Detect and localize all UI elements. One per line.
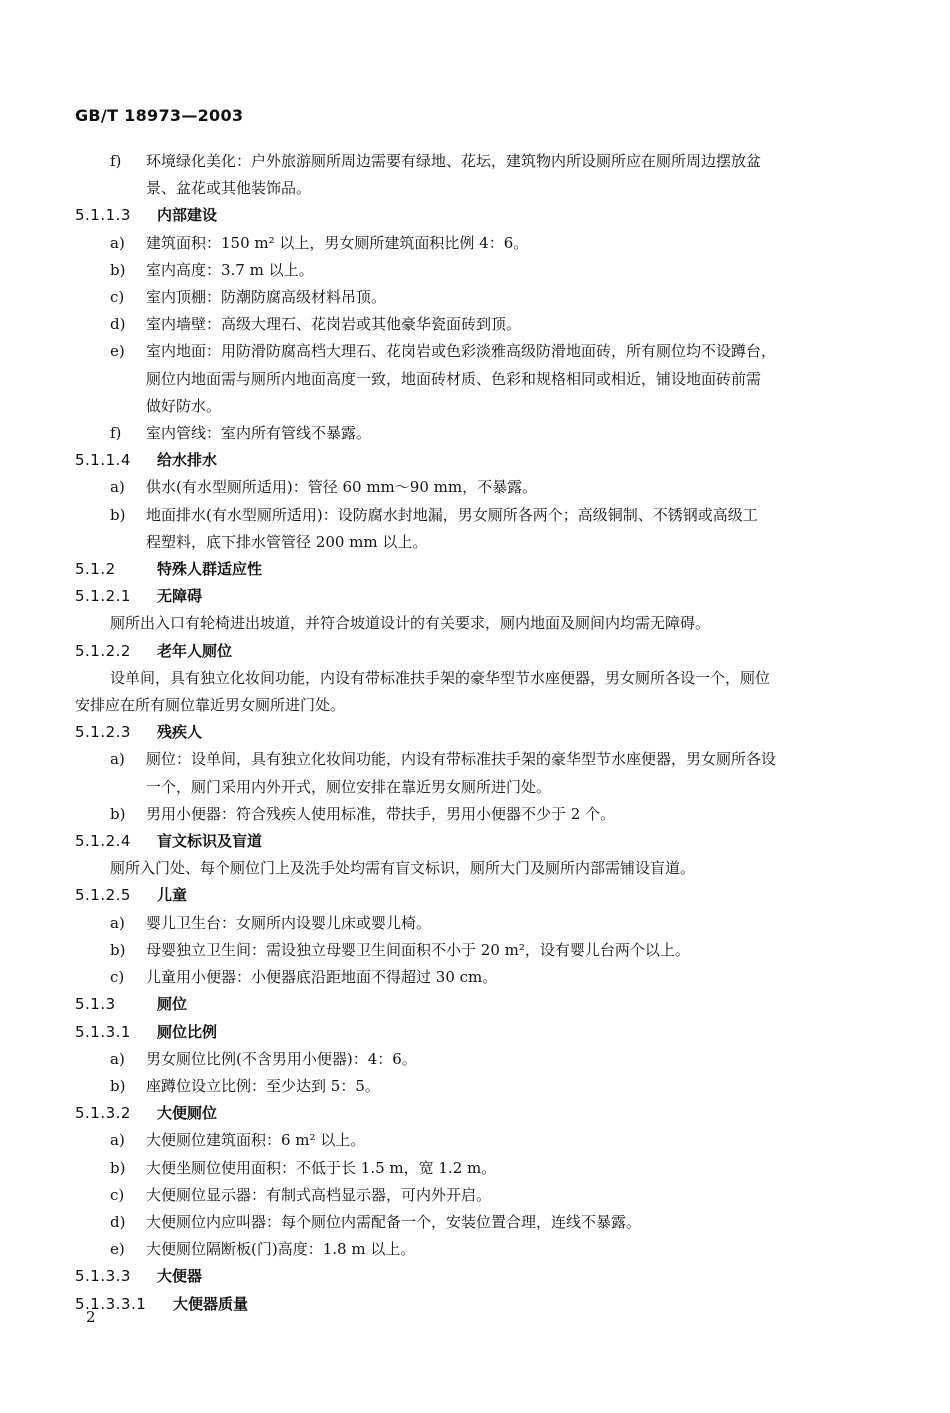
- list-item: [75, 1046, 875, 1073]
- list-label: e): [110, 342, 125, 361]
- list-text: 建筑面积：150 m² 以上，男女厕所建筑面积比例 4：6。: [146, 233, 529, 252]
- section-heading: [75, 719, 875, 746]
- list-text: 供水(有水型厕所适用)：管径 60 mm～90 mm，不暴露。: [146, 478, 538, 497]
- list-item: [75, 148, 875, 175]
- section-number: 5.1.2.5: [75, 886, 131, 905]
- list-item-continuation: 做好防水。: [146, 396, 222, 415]
- list-text: 厕位：设单间，具有独立化妆间功能，内设有带标准扶手架的豪华型节水座便器，男女厕所各设: [146, 750, 777, 769]
- section-title: 老年人厕位: [157, 641, 233, 660]
- section-heading: [75, 882, 875, 909]
- section-title: 厕位比例: [157, 1022, 218, 1041]
- list-item: [75, 502, 875, 529]
- list-item-continuation: 一个，厕门采用内外开式，厕位安排在靠近男女厕所进门处。: [146, 777, 552, 796]
- section-number: 5.1.1.3: [75, 206, 131, 225]
- list-text: 大便厕位显示器：有制式高档显示器，可内外开启。: [146, 1185, 492, 1204]
- section-heading: [75, 1263, 875, 1290]
- list-item: [75, 257, 875, 284]
- section-heading: [75, 991, 875, 1018]
- list-item: [75, 1155, 875, 1182]
- paragraph-continuation: 安排应在所有厕位靠近男女厕所进门处。: [75, 696, 346, 715]
- paragraph: 厕所入门处、每个厕位门上及洗手处均需有盲文标识，厕所大门及厕所内部需铺设盲道。: [110, 859, 696, 878]
- list-item: [75, 474, 875, 501]
- section-number: 5.1.2.4: [75, 832, 131, 851]
- paragraph: 设单间，具有独立化妆间功能，内设有带标准扶手架的豪华型节水座便器，男女厕所各设一个，厕位: [110, 668, 771, 687]
- section-heading: [75, 583, 875, 610]
- section-title: 大便厕位: [157, 1104, 218, 1123]
- list-label: c): [110, 1185, 125, 1204]
- list-text: 室内高度：3.7 m 以上。: [146, 260, 314, 279]
- section-title: 无障碍: [157, 587, 203, 606]
- list-text: 婴儿卫生台：女厕所内设婴儿床或婴儿椅。: [146, 913, 432, 932]
- list-text: 男用小便器：符合残疾人使用标准，带扶手，男用小便器不少于 2 个。: [146, 804, 616, 823]
- list-label: f): [110, 424, 122, 443]
- list-label: b): [110, 505, 126, 524]
- section-heading: [75, 828, 875, 855]
- list-item: [75, 311, 875, 338]
- list-text: 儿童用小便器：小便器底沿距地面不得超过 30 cm。: [146, 968, 498, 987]
- list-text: 大便厕位建筑面积：6 m² 以上。: [146, 1131, 366, 1150]
- page-number: 2: [86, 1308, 96, 1326]
- section-heading: [75, 202, 875, 229]
- list-item: [75, 964, 875, 991]
- list-item: [75, 910, 875, 937]
- list-label: b): [110, 940, 126, 959]
- section-heading: [75, 638, 875, 665]
- list-label: a): [110, 233, 125, 252]
- list-text: 男女厕位比例(不含男用小便器)：4：6。: [146, 1049, 417, 1068]
- list-label: a): [110, 1131, 125, 1150]
- list-text: 大便坐厕位使用面积：不低于长 1.5 m，宽 1.2 m。: [146, 1158, 497, 1177]
- document-body: [75, 148, 875, 1318]
- section-title: 大便器: [157, 1267, 203, 1286]
- list-item: [75, 801, 875, 828]
- paragraph: 厕所出入口有轮椅进出坡道，并符合坡道设计的有关要求，厕内地面及厕间内均需无障碍。: [110, 614, 711, 633]
- list-item: [75, 1182, 875, 1209]
- section-number: 5.1.3: [75, 995, 116, 1014]
- list-label: d): [110, 315, 126, 334]
- list-text: 室内管线：室内所有管线不暴露。: [146, 424, 372, 443]
- section-title: 特殊人群适应性: [157, 560, 263, 579]
- list-label: a): [110, 1049, 125, 1068]
- section-heading: [75, 447, 875, 474]
- section-title: 盲文标识及盲道: [157, 832, 263, 851]
- list-item: [75, 230, 875, 257]
- section-number: 5.1.3.1: [75, 1022, 131, 1041]
- section-number: 5.1.2.2: [75, 641, 131, 660]
- section-heading: [75, 556, 875, 583]
- list-text: 大便厕位内应叫器：每个厕位内需配备一个，安装位置合理，连线不暴露。: [146, 1212, 642, 1231]
- section-title: 残疾人: [157, 723, 203, 742]
- section-heading: [75, 1291, 875, 1318]
- list-label: b): [110, 1158, 126, 1177]
- list-label: a): [110, 478, 125, 497]
- list-label: c): [110, 968, 125, 987]
- list-item-continuation: 景、盆花或其他装饰品。: [146, 179, 312, 198]
- section-title: 内部建设: [157, 206, 218, 225]
- list-label: a): [110, 750, 125, 769]
- list-text: 室内顶棚：防潮防腐高级材料吊顶。: [146, 288, 387, 307]
- section-number: 5.1.3.3.1: [75, 1294, 147, 1313]
- list-label: b): [110, 1076, 126, 1095]
- list-item-continuation: 程塑料，底下排水管管径 200 mm 以上。: [146, 532, 428, 551]
- section-heading: [75, 1019, 875, 1046]
- list-item: [75, 420, 875, 447]
- list-item: [75, 1236, 875, 1263]
- list-item: [75, 937, 875, 964]
- list-label: b): [110, 804, 126, 823]
- list-text: 室内地面：用防滑防腐高档大理石、花岗岩或色彩淡雅高级防滑地面砖，所有厕位均不设蹲台，: [146, 342, 777, 361]
- list-text: 座蹲位设立比例：至少达到 5：5。: [146, 1076, 380, 1095]
- list-label: c): [110, 288, 125, 307]
- list-item: [75, 1209, 875, 1236]
- list-item: [75, 284, 875, 311]
- list-label: e): [110, 1240, 125, 1259]
- list-text: 地面排水(有水型厕所适用)：设防腐水封地漏，男女厕所各两个；高级铜制、不锈钢或高级工: [146, 505, 758, 524]
- section-heading: [75, 1100, 875, 1127]
- section-title: 给水排水: [157, 451, 218, 470]
- list-label: f): [110, 152, 122, 170]
- list-text: 母婴独立卫生间：需设独立母婴卫生间面积不小于 20 m²，设有婴儿台两个以上。: [146, 940, 690, 959]
- document-header: GB/T 18973—2003: [75, 106, 244, 125]
- section-number: 5.1.2.3: [75, 723, 131, 742]
- section-number: 5.1.1.4: [75, 451, 131, 470]
- list-label: d): [110, 1212, 126, 1231]
- list-label: a): [110, 913, 125, 932]
- section-number: 5.1.3.3: [75, 1267, 131, 1286]
- section-number: 5.1.2.1: [75, 587, 131, 606]
- list-text: 大便厕位隔断板(门)高度：1.8 m 以上。: [146, 1240, 416, 1259]
- list-text: 环境绿化美化：户外旅游厕所周边需要有绿地、花坛，建筑物内所设厕所应在厕所周边摆放盆: [146, 152, 762, 170]
- list-item: [75, 746, 875, 773]
- list-item: [75, 1127, 875, 1154]
- section-number: 5.1.3.2: [75, 1104, 131, 1123]
- list-item: [75, 338, 875, 365]
- list-item-continuation: 厕位内地面需与厕所内地面高度一致，地面砖材质、色彩和规格相同或相近，铺设地面砖前需: [146, 369, 762, 388]
- section-title: 大便器质量: [173, 1294, 249, 1313]
- list-text: 室内墙壁：高级大理石、花岗岩或其他豪华瓷面砖到顶。: [146, 315, 522, 334]
- list-label: b): [110, 260, 126, 279]
- section-title: 厕位: [157, 995, 188, 1014]
- section-title: 儿童: [157, 886, 188, 905]
- section-number: 5.1.2: [75, 560, 116, 579]
- list-item: [75, 1073, 875, 1100]
